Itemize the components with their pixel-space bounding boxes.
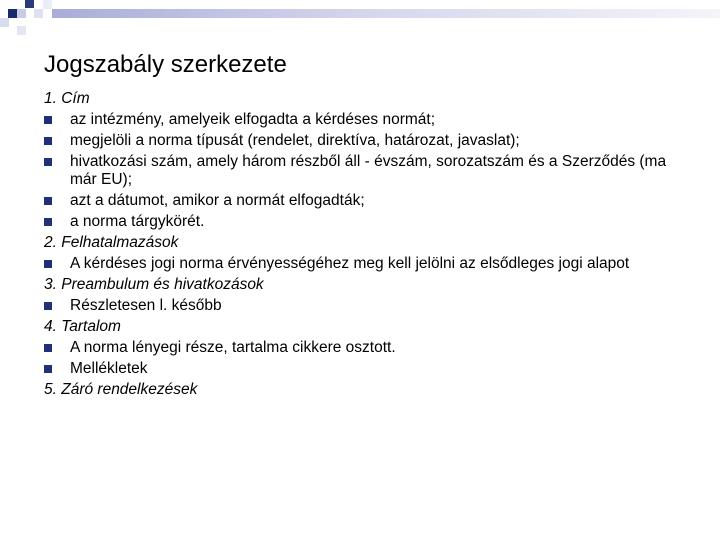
square-bullet-icon — [44, 158, 52, 166]
header-decoration — [0, 0, 720, 40]
slide-content — [44, 90, 684, 402]
header-gradient-bar — [52, 9, 720, 18]
list-item — [44, 213, 684, 231]
square-bullet-icon — [44, 137, 52, 145]
list-item — [44, 132, 684, 150]
list-item-text: hivatkozási szám, amely három részből áll - évszám, sorozatszám és a Szerződés (ma már EU); — [70, 153, 667, 188]
section-heading: 4. Tartalom — [44, 318, 121, 335]
square-bullet-icon — [44, 344, 52, 352]
slide-title: Jogszabály szerkezete — [44, 51, 287, 78]
header-square-light — [17, 26, 26, 35]
header-square-dark — [25, 0, 34, 8]
header-square-light — [0, 18, 9, 27]
header-square-dark — [8, 9, 17, 18]
section-heading: 3. Preambulum és hivatkozások — [44, 276, 264, 293]
square-bullet-icon — [44, 116, 52, 124]
list-item-text: azt a dátumot, amikor a normát elfogadták; — [70, 192, 365, 209]
list-item — [44, 339, 684, 357]
list-item-text: a norma tárgykörét. — [70, 213, 205, 230]
section-heading: 1. Cím — [44, 90, 90, 107]
square-bullet-icon — [44, 302, 52, 310]
list-item-text: A norma lényegi része, tartalma cikkere osztott. — [70, 339, 396, 356]
square-bullet-icon — [44, 260, 52, 268]
list-item-text: Mellékletek — [70, 360, 148, 377]
list-item — [44, 111, 684, 129]
header-square-light — [43, 0, 52, 9]
list-item-text: megjelöli a norma típusát (rendelet, direktíva, határozat, javaslat); — [70, 132, 520, 149]
square-bullet-icon — [44, 365, 52, 373]
list-item — [44, 255, 684, 273]
section-heading: 5. Záró rendelkezések — [44, 381, 198, 398]
header-square-light — [34, 9, 43, 18]
list-item — [44, 297, 684, 315]
header-square-light — [17, 9, 26, 18]
square-bullet-icon — [44, 218, 52, 226]
list-item — [44, 192, 684, 210]
section-heading: 2. Felhatalmazások — [44, 234, 179, 251]
list-item-text: az intézmény, amelyeik elfogadta a kérdéses normát; — [70, 111, 436, 128]
list-item — [44, 360, 684, 378]
list-item-text: A kérdéses jogi norma érvényességéhez meg kell jelölni az elsődleges jogi alapot — [70, 255, 630, 272]
list-item — [44, 153, 684, 189]
list-item-text: Részletesen l. később — [70, 297, 222, 314]
square-bullet-icon — [44, 197, 52, 205]
